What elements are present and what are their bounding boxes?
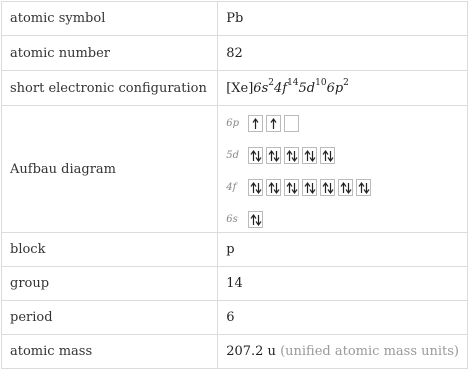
- orbital-box: [284, 147, 299, 164]
- orbital-box: [302, 179, 317, 196]
- row-atomic-symbol: [2, 2, 468, 36]
- row-label: period: [2, 301, 218, 335]
- subshell-row-5d: [226, 144, 459, 166]
- row-value: 6: [218, 301, 468, 335]
- spin-up-arrow-icon: [267, 116, 280, 131]
- orbital-box: [248, 179, 263, 196]
- orbital-box: [266, 179, 281, 196]
- spin-pair-arrows-icon: [285, 148, 298, 163]
- row-electron-configuration: [2, 71, 468, 106]
- spin-pair-arrows-icon: [303, 148, 316, 163]
- spin-pair-arrows-icon: [321, 148, 334, 163]
- row-aufbau-diagram: [2, 106, 468, 233]
- spin-pair-arrows-icon: [285, 180, 298, 195]
- spin-pair-arrows-icon: [249, 148, 262, 163]
- orbital-box: [248, 211, 263, 228]
- spin-pair-arrows-icon: [357, 180, 370, 195]
- subshell-label: 5d: [226, 149, 239, 161]
- spin-pair-arrows-icon: [267, 148, 280, 163]
- spin-pair-arrows-icon: [339, 180, 352, 195]
- atomic-mass-unit-note: (unified atomic mass units): [280, 344, 459, 359]
- row-value: 14: [218, 267, 468, 301]
- electron-configuration-value: [218, 71, 468, 106]
- row-value: Pb: [218, 2, 468, 36]
- subshell-row-4f: [226, 176, 459, 198]
- config-term-6s: $6s^2$: [253, 77, 274, 96]
- row-label: atomic mass: [2, 335, 218, 369]
- orbital-box: [266, 115, 281, 132]
- config-term-6p: $6p^2$: [326, 77, 349, 96]
- config-term-5d: $5d^{10}$: [298, 77, 327, 96]
- properties-table: [1, 1, 468, 369]
- spin-up-arrow-icon: [249, 116, 262, 131]
- subshell-label: 6s: [226, 213, 238, 225]
- orbital-box: [284, 115, 299, 132]
- config-core: [Xe]: [226, 80, 254, 96]
- orbital-box: [284, 179, 299, 196]
- orbital-box: [248, 147, 263, 164]
- row-label: group: [2, 267, 218, 301]
- spin-pair-arrows-icon: [303, 180, 316, 195]
- aufbau-grid: [226, 108, 459, 230]
- row-atomic-number: [2, 36, 468, 71]
- row-value: p: [218, 233, 468, 267]
- row-value: 82: [218, 36, 468, 71]
- orbital-box: [320, 147, 335, 164]
- row-atomic-mass: [2, 335, 468, 369]
- orbital-box: [338, 179, 353, 196]
- spin-pair-arrows-icon: [321, 180, 334, 195]
- row-period: [2, 301, 468, 335]
- orbital-box: [302, 147, 317, 164]
- aufbau-diagram: [218, 106, 468, 233]
- atomic-mass-number: 207.2 u: [226, 344, 276, 359]
- config-term-4f: $4f^{14}$: [273, 77, 299, 96]
- row-group: [2, 267, 468, 301]
- spin-pair-arrows-icon: [249, 180, 262, 195]
- subshell-row-6p: [226, 112, 459, 134]
- subshell-row-6s: [226, 208, 459, 230]
- row-label: Aufbau diagram: [2, 106, 218, 233]
- row-block: [2, 233, 468, 267]
- row-label: short electronic configuration: [2, 71, 218, 106]
- row-label: atomic symbol: [2, 2, 218, 36]
- orbital-box: [356, 179, 371, 196]
- empty-orbital: [285, 116, 298, 131]
- atomic-mass-value: [218, 335, 468, 369]
- row-label: block: [2, 233, 218, 267]
- orbital-box: [266, 147, 281, 164]
- row-label: atomic number: [2, 36, 218, 71]
- subshell-label: 4f: [226, 181, 237, 193]
- subshell-label: 6p: [226, 117, 239, 129]
- orbital-box: [320, 179, 335, 196]
- orbital-box: [248, 115, 263, 132]
- spin-pair-arrows-icon: [267, 180, 280, 195]
- spin-pair-arrows-icon: [249, 212, 262, 227]
